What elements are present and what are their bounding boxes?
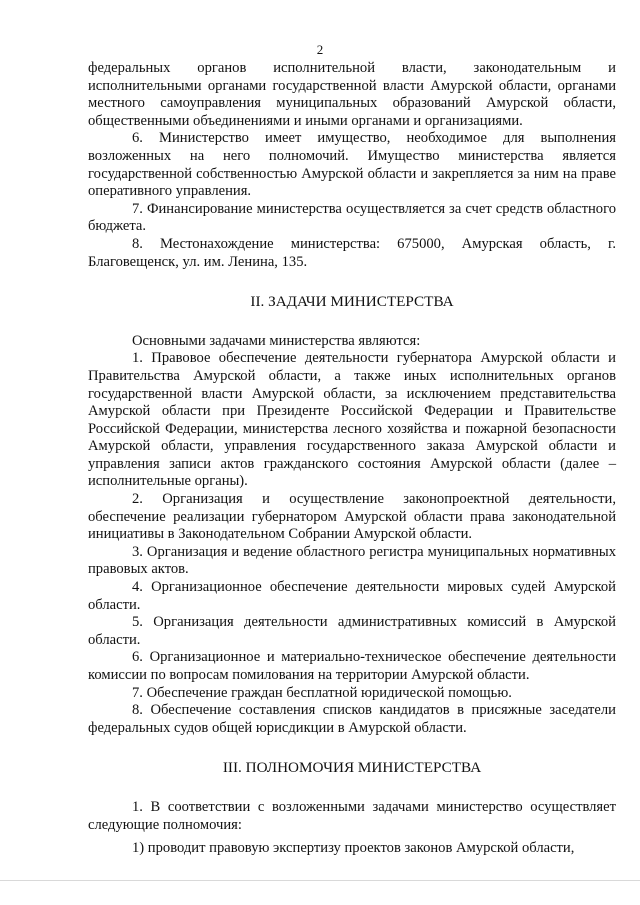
document-body <box>88 60 616 858</box>
task-item: 4. Организационное обеспечение деятельности мировых судей Амурской области. <box>88 579 616 613</box>
section-heading-powers: III. ПОЛНОМОЧИЯ МИНИСТЕРСТВА <box>222 759 482 777</box>
task-item: 8. Обеспечение составления списков кандидатов в присяжные заседатели федеральных судов общей юрисдикции в Амурской области. <box>88 702 616 736</box>
task-item: 1. Правовое обеспечение деятельности губернатора Амурской области и Правительства Амурской области, а также иных исполнительных органов государственной власти Амурской области, за исключением представительства Амурской области при Президенте Российской Федерации и Правительстве Российской Федерации, министерства лесного хозяйства и пожарной безопасности Амурской области, управления государственного заказа Амурской области и управления записи актов гражданского состояния Амурской области (далее – исполнительные органы). <box>88 350 616 490</box>
section-heading-tasks: II. ЗАДАЧИ МИНИСТЕРСТВА <box>250 293 454 311</box>
paragraph-8: 8. Местонахождение министерства: 675000, Амурская область, г. Благовещенск, ул. им. Ленина, 135. <box>88 235 616 270</box>
scan-edge-divider <box>0 880 640 881</box>
task-item: 7. Обеспечение граждан бесплатной юридической помощью. <box>132 684 512 701</box>
powers-subitem: 1) проводит правовую экспертизу проектов законов Амурской области, <box>132 840 575 857</box>
task-item: 3. Организация и ведение областного регистра муниципальных нормативных правовых актов. <box>88 543 616 578</box>
task-item: 2. Организация и осуществление законопроектной деятельности, обеспечение реализации губернатором Амурской области права законодательной инициативы в Законодательном Собрании Амурской области. <box>88 491 616 543</box>
section-intro: Основными задачами министерства являются: <box>132 332 421 349</box>
task-item: 5. Организация деятельности административных комиссий в Амурской области. <box>88 614 616 648</box>
paragraph-continuation: федеральных органов исполнительной власти, законодательным и исполнительными органами государственной власти Амурской области, органами местного самоуправления муниципальных образований Амурской области, общественными объединениями и иными органами и организациями. <box>88 60 616 129</box>
task-item: 6. Организационное и материально-техническое обеспечение деятельности комиссии по вопросам помилования на территории Амурской области. <box>88 649 616 683</box>
page-number: 2 <box>316 42 324 57</box>
powers-item: 1. В соответствии с возложенными задачами министерство осуществляет следующие полномочия: <box>88 798 616 833</box>
paragraph-7: 7. Финансирование министерства осуществляется за счет средств областного бюджета. <box>88 200 616 235</box>
paragraph-6: 6. Министерство имеет имущество, необходимое для выполнения возложенных на него полномочий. Имущество министерства является государственной собственностью Амурской области и закрепляется за ним на праве оперативного управления. <box>88 130 616 200</box>
